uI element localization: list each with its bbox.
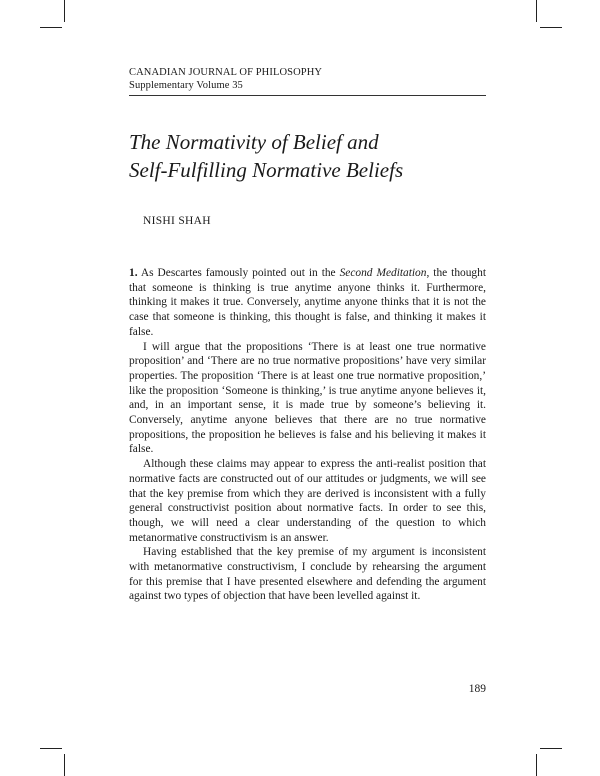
crop-mark-bottom-right-h xyxy=(540,748,562,749)
title-line-1: The Normativity of Belief and xyxy=(129,130,379,154)
article-body xyxy=(129,266,486,604)
journal-name: CANADIAN JOURNAL OF PHILOSOPHY xyxy=(129,67,323,78)
paragraph-2: I will argue that the propositions ‘There is at least one true normative proposition’ and ‘There are no true normative propositions’ have very similar properties. The proposition ‘There is at least one true normative proposition,’ like the proposition ‘Someone is thinking,’ is true anytime anyone believes it, and, in an important sense, it is made true by someone’s believing it. Conversely, anytime anyone believes that there are no true normative propositions, the proposition he believes is false and his believing it makes it false. xyxy=(129,340,486,456)
title-line-2: Self-Fulfilling Normative Beliefs xyxy=(129,158,404,182)
section-number: 1. xyxy=(129,267,138,279)
crop-mark-top-right-h xyxy=(540,27,562,28)
crop-mark-top-left-h xyxy=(40,27,62,28)
paragraph-1-text-after: , the thought that someone is thinking is true anytime anyone thinks it. Furthermore, thinking it makes it true. Conversely, anytime anyone thinks that it is not the case that someone is thinking, this thought is false, and thinking it makes it false. xyxy=(129,267,486,338)
crop-mark-top-right xyxy=(536,0,537,22)
crop-mark-top-left xyxy=(64,0,65,22)
paragraph-1 xyxy=(129,266,486,340)
paragraph-3: Although these claims may appear to express the anti-realist position that normative facts are constructed out of our attitudes or judgments, we will see that the key premise from which they are derived is inconsistent with a fully general constructivist position about normative facts. In order to see this, though, we will need a clear understanding of the question to which metanormative constructivism is an answer. xyxy=(129,458,486,544)
crop-mark-bottom-left-h xyxy=(40,748,62,749)
paragraph-1-emphasis: Second Meditation xyxy=(339,267,427,279)
page-number: 189 xyxy=(468,683,486,695)
running-header xyxy=(129,66,486,92)
header-rule xyxy=(129,95,486,96)
article-title xyxy=(129,128,509,184)
paragraph-1-text-before: As Descartes famously pointed out in the xyxy=(137,267,340,279)
crop-mark-bottom-right xyxy=(536,754,537,776)
crop-mark-bottom-left xyxy=(64,754,65,776)
author-name: NISHI SHAH xyxy=(143,215,211,227)
journal-volume: Supplementary Volume 35 xyxy=(129,80,243,91)
paragraph-4: Having established that the key premise of my argument is inconsistent with metanormative constructivism, I conclude by rehearsing the argument for this premise that I have presented elsewhere and defending the argument against two types of objection that have been levelled against it. xyxy=(129,546,486,603)
